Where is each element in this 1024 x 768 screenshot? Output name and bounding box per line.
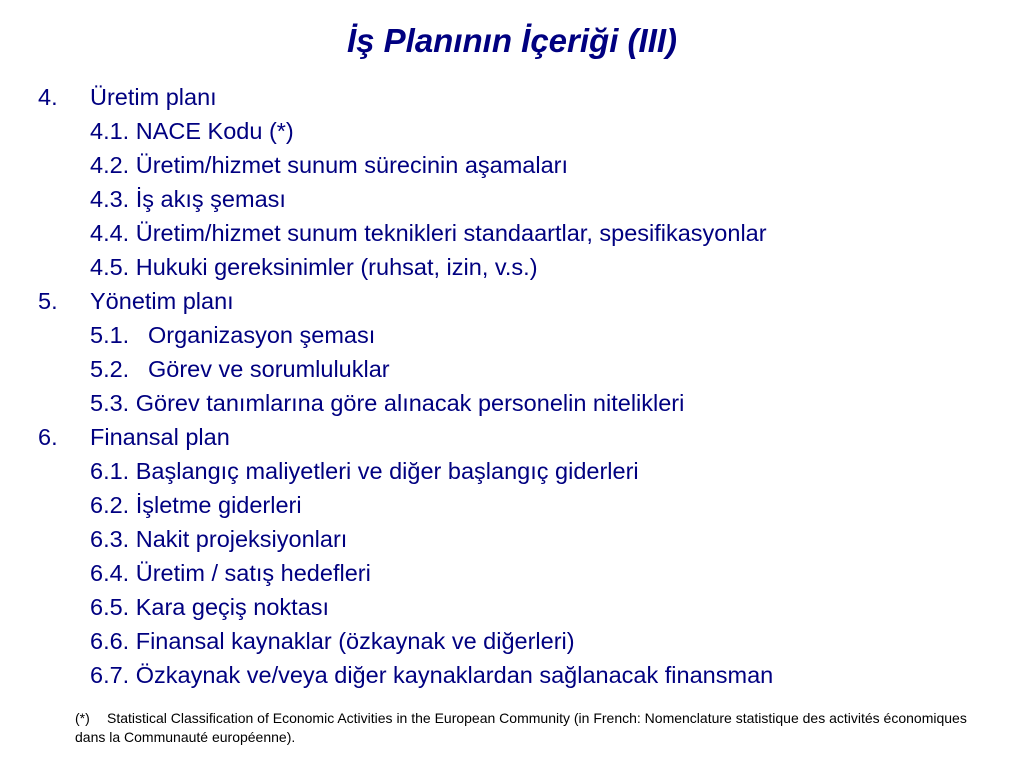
list-item bbox=[0, 488, 1024, 522]
item-number: 6.5. bbox=[90, 594, 130, 620]
slide-title: İş Planının İçeriği (III) bbox=[346, 22, 678, 59]
item-text: Görev tanımlarına göre alınacak personelin nitelikleri bbox=[135, 390, 685, 416]
outline-list bbox=[0, 80, 1024, 692]
item-number: 5.3. bbox=[90, 390, 130, 416]
list-item bbox=[0, 250, 1024, 284]
footnote-text: Statistical Classification of Economic Activities in the European Community (in French: Nomenclature statistique des activités économiques dans la Communauté européenne). bbox=[75, 710, 967, 745]
list-item bbox=[0, 556, 1024, 590]
item-number: 6.6. bbox=[90, 628, 130, 654]
item-text: Kara geçiş noktası bbox=[135, 594, 330, 620]
item-text: Üretim/hizmet sunum teknikleri standaartlar, spesifikasyonlar bbox=[135, 220, 767, 246]
list-item bbox=[0, 624, 1024, 658]
item-number: 6.3. bbox=[90, 526, 130, 552]
item-number: 5.1. bbox=[90, 322, 130, 348]
item-text: Özkaynak ve/veya diğer kaynaklardan sağlanacak finansman bbox=[135, 662, 774, 688]
section-number: 6. bbox=[38, 424, 58, 450]
section-heading bbox=[0, 80, 1024, 114]
section-label: Finansal plan bbox=[90, 424, 230, 450]
footnote-marker: (*) bbox=[75, 710, 90, 726]
list-item bbox=[0, 216, 1024, 250]
section-number: 4. bbox=[38, 84, 58, 110]
item-number: 4.3. bbox=[90, 186, 130, 212]
footnote bbox=[75, 709, 995, 747]
list-item bbox=[0, 114, 1024, 148]
item-number: 5.2. bbox=[90, 356, 130, 382]
item-text: Üretim / satış hedefleri bbox=[135, 560, 371, 586]
item-text: İş akış şeması bbox=[135, 186, 286, 212]
list-item bbox=[0, 182, 1024, 216]
item-text: Üretim/hizmet sunum sürecinin aşamaları bbox=[135, 152, 569, 178]
item-number: 4.4. bbox=[90, 220, 130, 246]
item-text: NACE Kodu (*) bbox=[135, 118, 294, 144]
item-number: 4.1. bbox=[90, 118, 130, 144]
item-number: 6.4. bbox=[90, 560, 130, 586]
item-number: 4.5. bbox=[90, 254, 130, 280]
item-number: 6.2. bbox=[90, 492, 130, 518]
list-item bbox=[0, 386, 1024, 420]
item-text: Başlangıç maliyetleri ve diğer başlangıç giderleri bbox=[135, 458, 639, 484]
section-label: Yönetim planı bbox=[90, 288, 234, 314]
section-label: Üretim planı bbox=[90, 84, 217, 110]
list-item bbox=[0, 352, 1024, 386]
section-heading bbox=[0, 420, 1024, 454]
section-management-plan bbox=[0, 284, 1024, 420]
item-text: Organizasyon şeması bbox=[148, 322, 376, 348]
item-text: Görev ve sorumluluklar bbox=[148, 356, 390, 382]
item-number: 6.1. bbox=[90, 458, 130, 484]
list-item bbox=[0, 148, 1024, 182]
list-item bbox=[0, 590, 1024, 624]
item-text: Nakit projeksiyonları bbox=[135, 526, 348, 552]
item-text: İşletme giderleri bbox=[135, 492, 302, 518]
list-item bbox=[0, 454, 1024, 488]
section-number: 5. bbox=[38, 288, 58, 314]
item-text: Finansal kaynaklar (özkaynak ve diğerleri) bbox=[135, 628, 575, 654]
list-item bbox=[0, 522, 1024, 556]
section-heading bbox=[0, 284, 1024, 318]
item-number: 4.2. bbox=[90, 152, 130, 178]
section-financial-plan bbox=[0, 420, 1024, 692]
list-item bbox=[0, 658, 1024, 692]
item-number: 6.7. bbox=[90, 662, 130, 688]
item-text: Hukuki gereksinimler (ruhsat, izin, v.s.) bbox=[135, 254, 538, 280]
list-item bbox=[0, 318, 1024, 352]
section-production-plan bbox=[0, 80, 1024, 284]
